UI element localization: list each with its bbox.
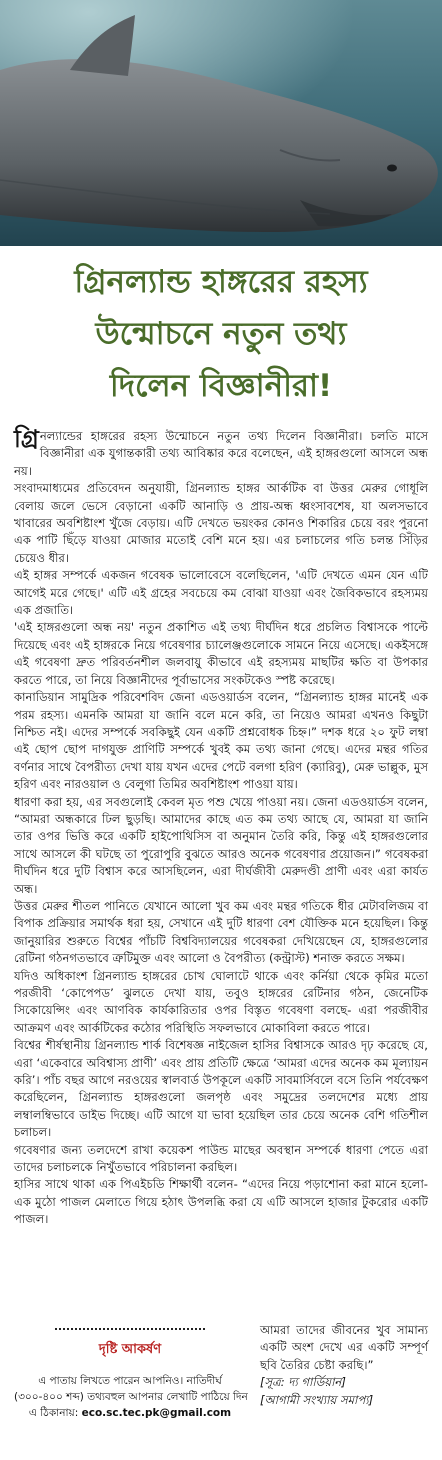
paragraph: সংবাদমাধ্যমের প্রতিবেদন অনুযায়ী, গ্রিনল্যান্ড হাঙ্গর আর্কটিক বা উত্তর মেরুর গোধূলি বেলায় জলে ভেসে বেড়ানো একটি আনাড়ি ও প্রায়-অন্ধ ধ্বংসাবশেষ, যা অলসভাবে খাবারের অবশিষ্টাংশ খুঁজে বেড়ায়। এটি দেখতে ভয়ংকর কোনও শিকারির চেয়ে বরং পুরনো এক পাটি ছিঁড়ে যাওয়া মোজার মতোই বেশি মনে হয়। এর চলাচলের গতি চলন্ত সিঁড়ির চেয়েও ধীর।: [14, 481, 428, 565]
continued-note: [আগামী সংখ্যায় সমাপ্য]: [260, 1392, 374, 1407]
paragraph: ধারণা করা হয়, এর সবগুলোই কেবল মৃত পশু খেয়ে পাওয়া নয়। জেনা এডওয়ার্ডস বলেন, “আমরা অন্ধকারে ঢিল ছুড়ছি। আমাদের কাছে এত কম তথ্য আছে যে, আমরা যা জানি তার ওপর ভিত্তি করে একটি হাইপোথিসিস বা অনুমান তৈরি করি, কিন্তু এই হাঙ্গরগুলোর সাথে আসলে কী ঘটছে তা পুরোপুরি বুঝতে আরও অনেক গবেষণার প্রয়োজন।” গবেষকরা দীর্ঘদিন ধরে দুটি বিশ্বাস করে আসছিলেন, এরা দীর্ঘজীবী মেরুদণ্ডী প্রাণী এবং এরা কার্যত অন্ধ।: [14, 794, 428, 896]
quote-box: [260, 1322, 428, 1409]
paragraph: কানাডিয়ান সামুদ্রিক পরিবেশবিদ জেনা এডওয়ার্ডস বলেন, “গ্রিনল্যান্ড হাঙ্গর মানেই এক পরম রহস্য। এমনকি আমরা যা জানি বলে মনে করি, তা নিয়েও আমরা এখনও কিছুটা নিশ্চিত নই। এদের সম্পর্কে সবকিছুই যেন একটি প্রশ্নবোধক চিহ্ন।” দশক ধরে ২০ ফুট লম্বা এই ছোপ ছোপ দাগযুক্ত প্রাণিটি সম্পর্কে খুবই কম তথ্য জানা গেছে। এদের মন্থর গতির বর্ণনার সাথে বৈপরীত্য দেখা যায় যখন এদের পেটে বলগা হরিণ (ক্যারিবু), মেরু ভাল্লুক, মুস হরিণ এবং নারওয়াল ও বেলুগা তিমির অবশিষ্টাংশ পাওয়া যায়।: [14, 690, 428, 792]
paragraph: গবেষণার জন্য তলদেশে রাখা কয়েকশ পাউন্ড মাছের অবস্থান সম্পর্কে ধারণা পেতে এরা তাদের চলাচলকে নিখুঁতভাবে পরিচালনা করছিল।: [14, 1142, 428, 1175]
attention-line-2: (৩০০-৪০০ শব্দ) তথ্যবহুল আপনার লেখাটি পাঠিয়ে দিন: [14, 1391, 248, 1403]
attention-box: [14, 1322, 246, 1421]
paragraph: উত্তর মেরুর শীতল পানিতে যেখানে আলো খুব কম এবং মন্থর গতিকে ধীর মেটাবলিজম বা বিপাক প্রক্রিয়ার সমার্থক ধরা হয়, সেখানে এই দুটি ধারণা বেশ যৌক্তিক মনে হয়েছিল। কিন্তু জানুয়ারির শুরুতে বিশ্বের পাঁচটি বিশ্ববিদ্যালয়ের গবেষকরা দেখিয়েছেন যে, হাঙ্গরগুলোর রেটিনা গঠনগতভাবে ত্রুটিমুক্ত এবং আলো ও বৈপরীত্য (কন্ট্রাস্ট) শনাক্ত করতে সক্ষম।: [14, 898, 428, 966]
article-body: [14, 425, 428, 1229]
headline-line-2: উন্মোচনে নতুন তথ্য: [95, 316, 347, 352]
shark-photo: [0, 0, 442, 246]
paragraph: যদিও অধিকাংশ গ্রিনল্যান্ড হাঙ্গরের চোখ ঘোলাটে থাকে এবং কর্নিয়া থেকে কৃমির মতো পরজীবী ‘কোপেপড’ ঝুলতে দেখা যায়, তবুও হাঙ্গরের রেটিনার গঠন, জেনেটিক সিকোয়েন্সিং এবং আণবিক কার্যকারিতার ওপর বিস্তৃত গবেষণা বলছে- এরা পরজীবীর আক্রমণ এবং আর্কটিকের কঠোর পরিস্থিতি সফলভাবে মোকাবিলা করতে পারে।: [14, 968, 428, 1035]
attention-title: দৃষ্টি আকর্ষণ: [98, 1342, 162, 1357]
paragraph: এই হাঙ্গর সম্পর্কে একজন গবেষক ভালোবেসে বলেছিলেন, 'এটি দেখতে এমন যেন এটি আগেই মরে গেছে।' এটি এই গ্রহের সবচেয়ে কম বোঝা যাওয়া এবং জৈবিকভাবে রহস্যময় এক প্রজাতি।: [14, 568, 428, 618]
headline-line-1: গ্রিনল্যান্ড হাঙ্গরের রহস্য: [74, 264, 368, 300]
dotted-divider: [55, 1328, 205, 1330]
address-label: এ ঠিকানায়:: [28, 1407, 79, 1419]
headline: [0, 256, 442, 412]
attention-line-1: এ পাতায় লিখতে পারেন আপনিও। নাতিদীর্ঘ: [38, 1375, 222, 1387]
quote-text: আমরা তাদের জীবনের খুব সামান্য একটি অংশ দেখে এর একটি সম্পূর্ণ ছবি তৈরির চেষ্টা করছি।”: [260, 1323, 428, 1372]
attention-line-3: [14, 1405, 246, 1421]
email-link[interactable]: eco.sc.tec.pk@gmail.com: [81, 1407, 232, 1419]
bottom-section: [14, 1322, 428, 1452]
headline-line-3: দিলেন বিজ্ঞানীরা!: [109, 368, 333, 404]
paragraph: হাসির সাথে থাকা এক পিএইচডি শিক্ষার্থী বলেন- “এদের নিয়ে পড়াশোনা করা মানে হলো- এক মুঠো পাজল মেলাতে গিয়ে হঠাৎ উপলব্ধি করা যে এটি আসলে হাজার টুকরোর একটি পাজল।: [14, 1177, 428, 1227]
paragraph: 'এই হাঙ্গরগুলো অন্ধ নয়' নতুন প্রকাশিত এই তথ্য দীর্ঘদিন ধরে প্রচলিত বিশ্বাসকে পাল্টে দিয়েছে এবং এই হাঙ্গরকে নিয়ে গবেষণার চ্যালেঞ্জগুলোকে সামনে নিয়ে এসেছে। একইসঙ্গে এই গবেষণা দ্রুত পরিবর্তনশীল জলবায়ু কীভাবে এই রহস্যময় মাছটির ক্ষতি বা উপকার করতে পারে, তা নিয়ে বিজ্ঞানীদের পূর্বাভাসের সংকটকেও স্পষ্ট করেছে।: [14, 620, 428, 687]
source-credit: [সূত্র: দ্য গার্ডিয়ান]: [260, 1375, 346, 1390]
paragraph: গ্রিনল্যান্ডের হাঙ্গরের রহস্য উন্মোচনে নতুন তথ্য দিলেন বিজ্ঞানীরা। চলতি মাসে বিজ্ঞানীরা এক যুগান্তকারী তথ্য আবিষ্কার করে বলেছেন, এই হাঙ্গরগুলো আসলে অন্ধ নয়।: [14, 425, 428, 478]
paragraph: বিশ্বের শীর্ষস্থানীয় গ্রিনল্যান্ড শার্ক বিশেষজ্ঞ নাইজেল হাসির বিশ্বাসকে আরও দৃঢ় করেছে যে, এরা ‘একেবারে অবিশ্বাস্য প্রাণী’ এবং প্রায় প্রতিটি ক্ষেত্রে ‘আমরা এদের অনেক কম মূল্যায়ন করি’। পাঁচ বছর আগে নরওয়ের স্বালবার্ড উপকূলে একটি সাবমার্সিবলে বসে তিনি পর্যবেক্ষণ করেছিলেন, গ্রিনল্যান্ড হাঙ্গরগুলো জলপৃষ্ঠ এবং সমুদ্রের তলদেশের মধ্যে প্রায় লম্বালম্বিভাবে ডাইভ দিচ্ছে। এটি আগে যা ভাবা হয়েছিল তার চেয়ে অনেক বেশি গতিশীল চলাচল।: [14, 1038, 428, 1140]
